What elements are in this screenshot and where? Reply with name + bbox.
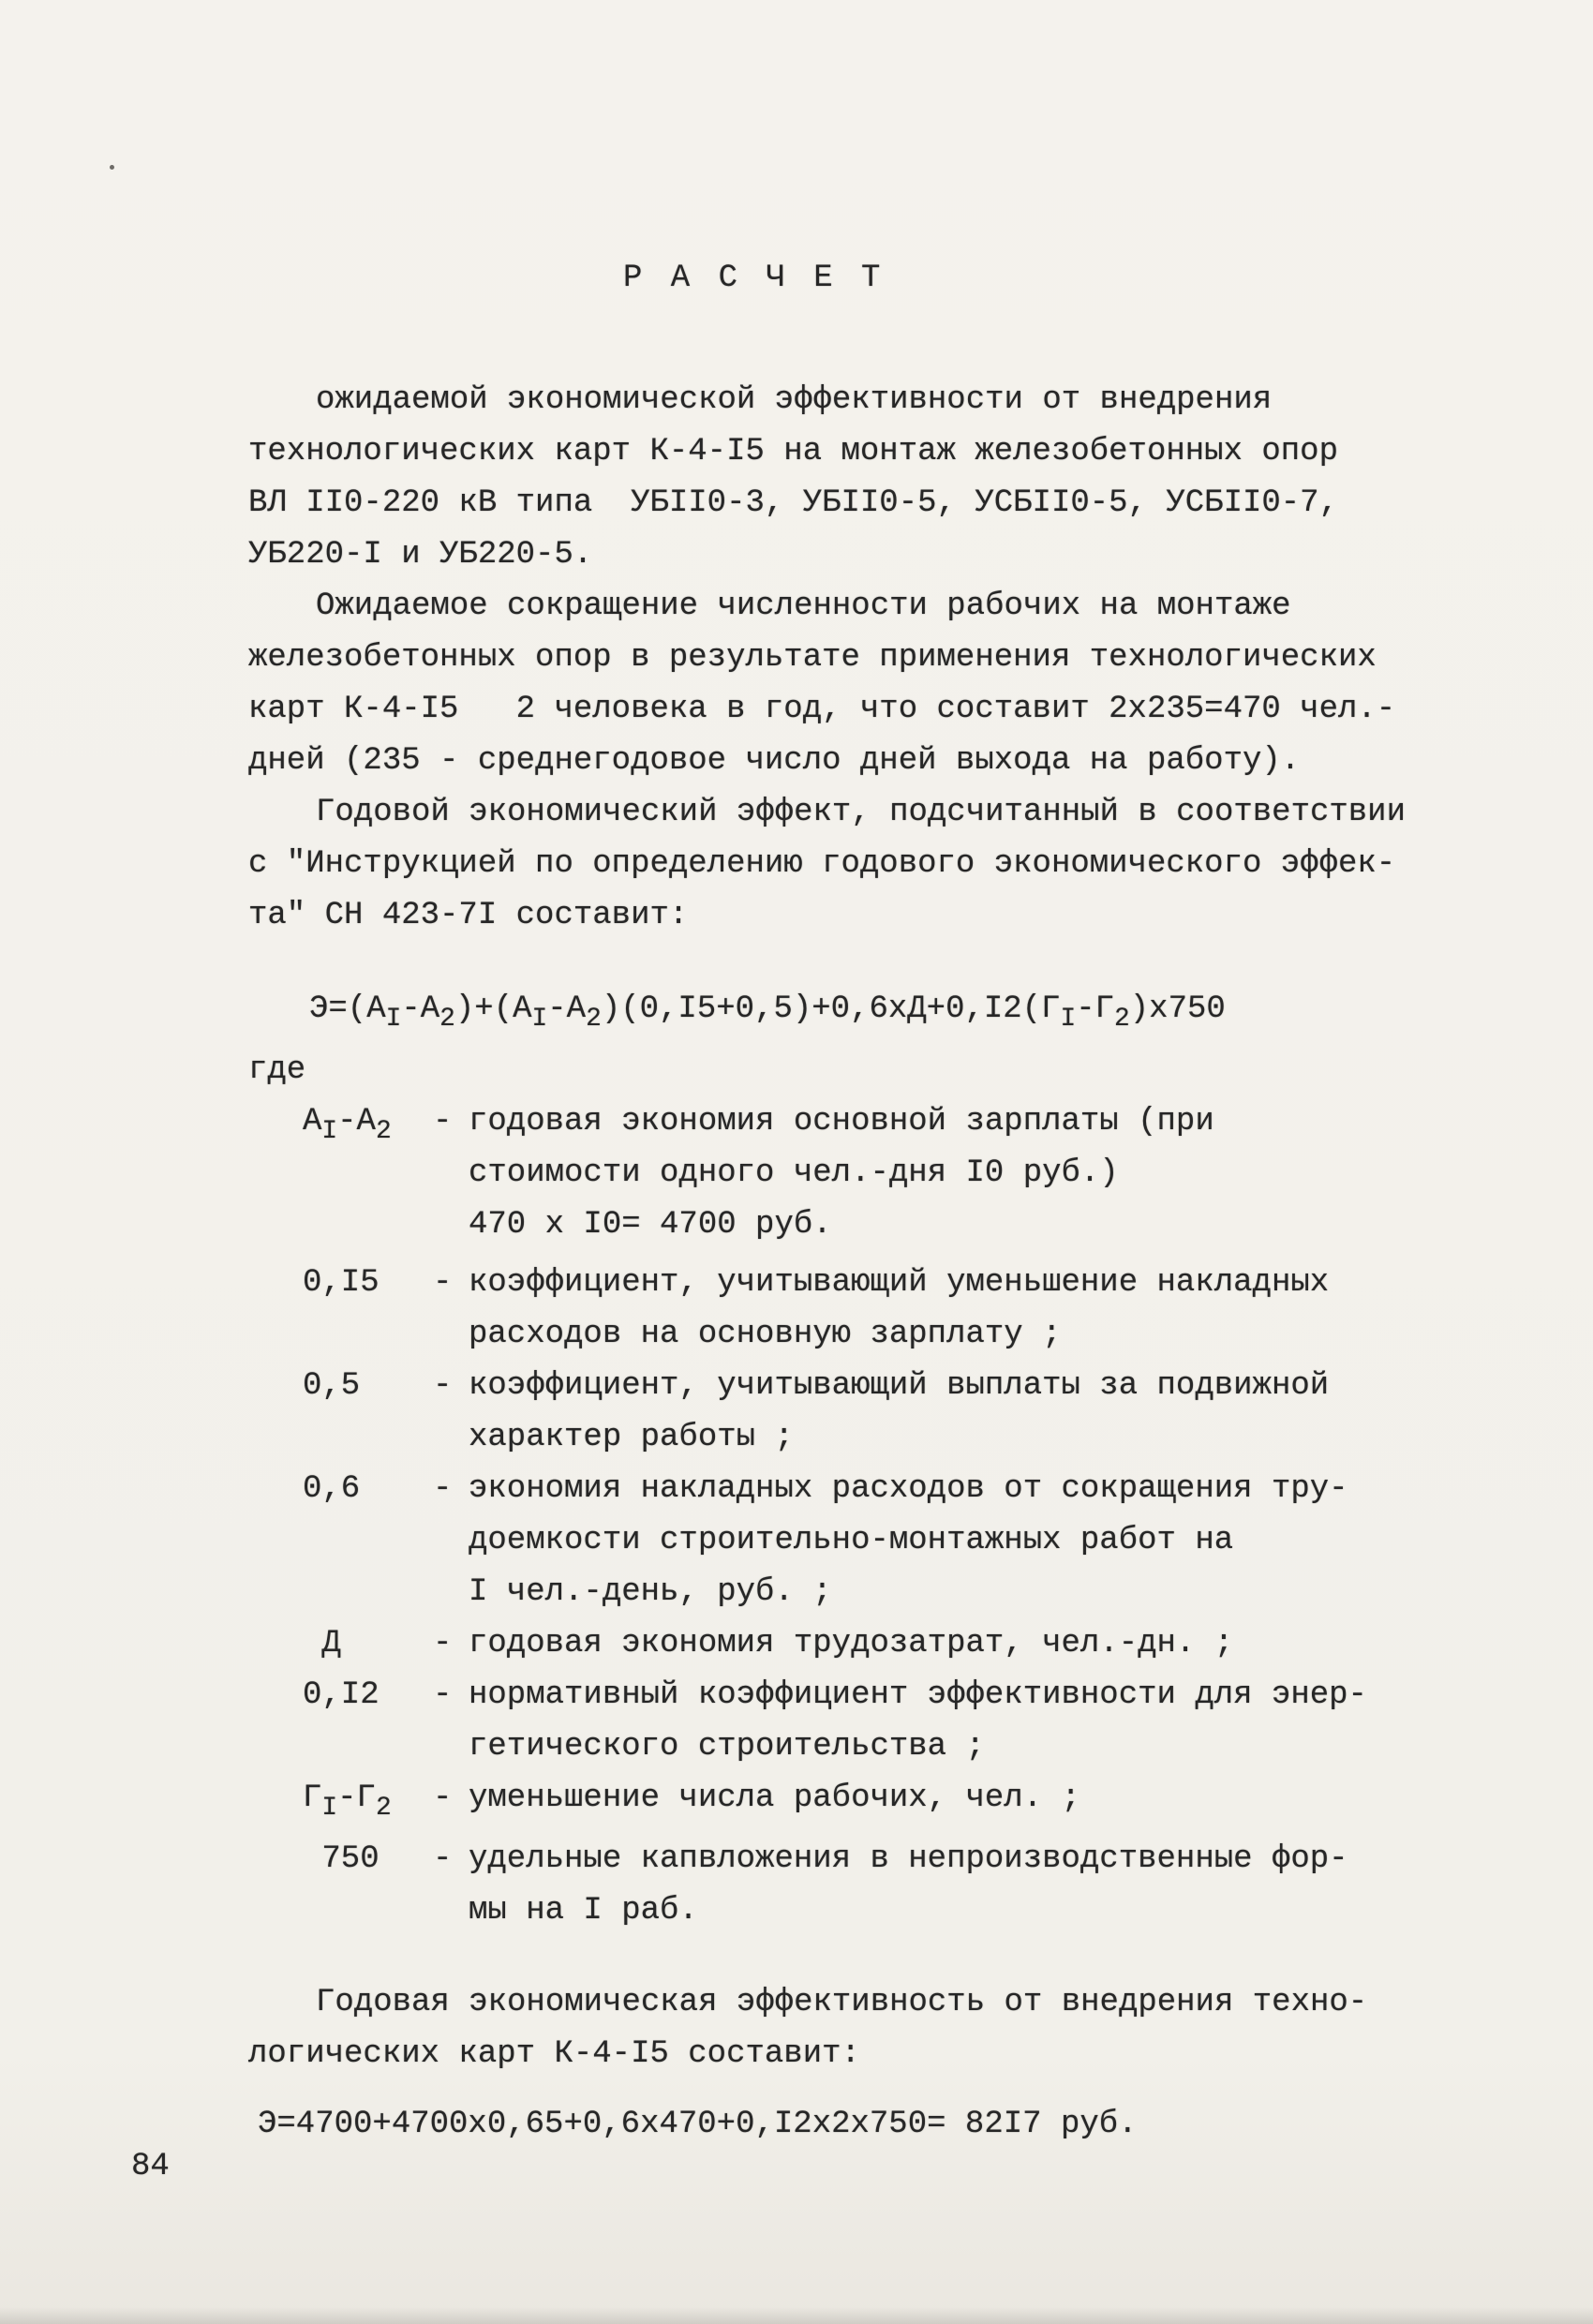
definition-dash: -	[433, 1264, 453, 1301]
definition-term: 0,I5	[303, 1264, 380, 1301]
definition-row-012	[248, 1670, 1401, 1773]
definition-line: годовая экономия основной зарплаты (при	[469, 1103, 1214, 1140]
definition-dash: -	[433, 1780, 453, 1816]
paragraph-intro	[248, 375, 1401, 581]
text-line: та" СН 423-7I составит:	[248, 898, 689, 933]
paragraph-result	[248, 1977, 1401, 2080]
definition-dash: -	[433, 1367, 453, 1404]
definition-dash: -	[433, 1625, 453, 1661]
definition-line: характер работы ;	[469, 1419, 794, 1455]
definition-row-a1-a2	[248, 1096, 1401, 1251]
definition-line: I чел.-день, руб. ;	[469, 1573, 832, 1610]
definition-description	[469, 1258, 1401, 1361]
text-line: с "Инструкцией по определению годового экономического эффек-	[248, 846, 1396, 882]
definition-description	[469, 1464, 1401, 1618]
definition-line: расходов на основную зарплату ;	[469, 1316, 1062, 1352]
text-line: Годовая экономическая эффективность от внедрения техно-	[316, 1984, 1368, 2020]
definition-dash: -	[433, 1676, 453, 1713]
text-line: железобетонных опор в результате применения технологических	[248, 640, 1377, 676]
text-line: Годовой экономический эффект, подсчитанный в соответствии	[316, 795, 1406, 830]
definition-line: доемкости строительно-монтажных работ на	[469, 1522, 1234, 1558]
definition-term: 0,6	[303, 1470, 361, 1507]
formula-result: Э=4700+4700х0,65+0,6х470+0,I2х2х750= 82I7 руб.	[258, 2106, 1138, 2142]
scan-artifact-speck	[110, 165, 114, 170]
definition-dash: -	[433, 1470, 453, 1507]
text-line: ожидаемой экономической эффективности от внедрения	[316, 382, 1273, 418]
text-line: логических карт К-4-I5 составит:	[248, 2035, 860, 2072]
document-title: Р А С Ч Е Т	[623, 261, 886, 296]
formula-main: $Э=(А_I-А_2)+(А_I-А_2)(0,I5+0,5)+0,6хД+0,I2(Г_I-Г_2)х750$	[309, 991, 1226, 1034]
definitions-list	[248, 1096, 1401, 1937]
text-line: дней (235 - среднегодовое число дней выхода на работу).	[248, 743, 1301, 779]
definition-line: гетического строительства ;	[469, 1728, 985, 1765]
definition-term: Д	[303, 1625, 341, 1661]
definition-description	[469, 1670, 1401, 1773]
definition-row-06	[248, 1464, 1401, 1618]
definition-description	[469, 1834, 1401, 1937]
definition-dash: -	[433, 1103, 453, 1140]
definition-row-750	[248, 1834, 1401, 1937]
text-line: карт К-4-I5 2 человека в год, что составит 2х235=470 чел.-	[248, 692, 1396, 727]
paragraph-annual-effect	[248, 787, 1406, 942]
definition-row-05	[248, 1361, 1401, 1464]
definition-line: экономия накладных расходов от сокращения тру-	[469, 1470, 1348, 1507]
definition-line: коэффициент, учитывающий выплаты за подвижной	[469, 1367, 1330, 1404]
definition-dash: -	[433, 1840, 453, 1877]
definition-row-g1-g2	[248, 1773, 1401, 1834]
scan-bottom-shade	[0, 2307, 1593, 2324]
page-number: 84	[131, 2149, 170, 2184]
text-line: УБ220-I и УБ220-5.	[248, 537, 593, 573]
definition-line: нормативный коэффициент эффективности для энер-	[469, 1676, 1367, 1713]
definition-term: 750	[303, 1840, 380, 1877]
text-line: технологических карт К-4-I5 на монтаж железобетонных опор	[248, 434, 1338, 469]
definition-description	[469, 1618, 1401, 1670]
definition-term: $Г_I-Г_2$	[303, 1780, 392, 1823]
definition-row-015	[248, 1258, 1401, 1361]
definition-row-d	[248, 1618, 1401, 1670]
definition-line: стоимости одного чел.-дня I0 руб.)	[469, 1155, 1119, 1191]
definition-term: $А_I-А_2$	[303, 1103, 392, 1146]
text-line: Ожидаемое сокращение численности рабочих на монтаже	[316, 588, 1291, 624]
definition-line: уменьшение числа рабочих, чел. ;	[469, 1780, 1080, 1816]
where-label: где	[248, 1051, 306, 1088]
definition-line: удельные капвложения в непроизводственные фор-	[469, 1840, 1348, 1877]
definition-line: мы на I раб.	[469, 1892, 698, 1929]
definition-description	[469, 1361, 1401, 1464]
paragraph-reduction	[248, 581, 1401, 787]
definition-line: 470 х I0= 4700 руб.	[469, 1206, 832, 1243]
definition-line: годовая экономия трудозатрат, чел.-дн. ;	[469, 1625, 1234, 1661]
definition-line: коэффициент, учитывающий уменьшение накладных	[469, 1264, 1330, 1301]
document-content	[248, 0, 1406, 2151]
definition-description	[469, 1773, 1401, 1825]
definition-term: 0,5	[303, 1367, 361, 1404]
definition-term: 0,I2	[303, 1676, 380, 1713]
definition-description	[469, 1096, 1401, 1251]
text-line: ВЛ II0-220 кВ типа УБII0-3, УБII0-5, УСБII0-5, УСБII0-7,	[248, 485, 1338, 521]
